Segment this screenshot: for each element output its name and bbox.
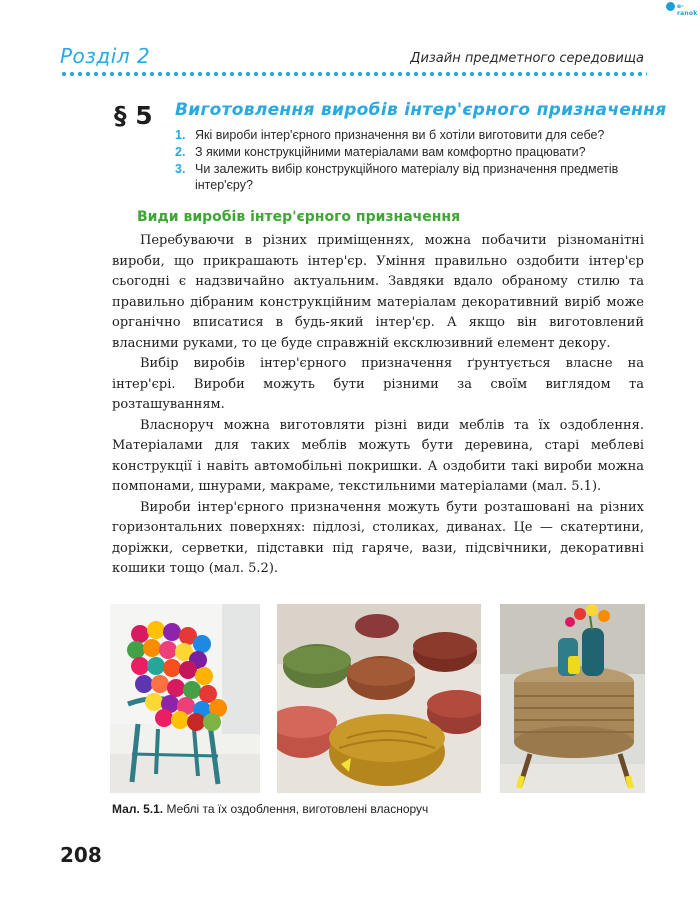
logo-text: e-ranok	[677, 3, 698, 17]
section-mark: § 5	[114, 101, 153, 130]
question-text: Які вироби інтер'єрного призначення ви б хотіли виготовити для себе?	[195, 128, 605, 142]
running-title: Дизайн предметного середовища	[410, 51, 644, 66]
figure-caption-text: Меблі та їх оздоблення, виготовлені власноруч	[166, 802, 429, 816]
section-title: Виготовлення виробів інтер'єрного призначення	[175, 100, 667, 120]
photo-pompom-chair	[110, 604, 260, 793]
paragraph: Власноруч можна виготовляти різні види меблів та їх оздоблення. Матеріалами для таких меблів можуть бути деревина, старі меблеві конструкції і навіть автомобільні покришки. А оздобити такі вироби можна помпонами, шнурами, макраме, текстильними матеріалами (мал. 5.1).	[112, 417, 644, 494]
chapter-label: Розділ 2	[60, 44, 151, 68]
question-number: 1.	[175, 128, 186, 142]
figure-label: Мал. 5.1.	[112, 802, 164, 816]
subheading: Види виробів інтер'єрного призначення	[137, 209, 461, 225]
photo-knitted-poufs	[277, 604, 481, 793]
paragraph: Вибір виробів інтер'єрного призначення ґрунтується власне на інтер'єрі. Вироби можуть бути різними за своїм виглядом та розташуванням.	[112, 356, 644, 412]
photo-tire-table	[500, 604, 645, 793]
paragraph: Перебуваючи в різних приміщеннях, можна побачити різноманітні вироби, що прикрашають інтер'єр. Уміння правильно оздобити інтер'єр сьогодні є надзвичайно актуальним. Завдяки вдало обраному стилю та правильно дібраним конструкційним матеріалам декоративний виріб може органічно вписатися в будь-який інтер'єр. А якщо він виготовлений власними руками, то це буде справжній ексклюзивний елемент декору.	[112, 233, 644, 351]
question-text: Чи залежить вибір конструкційного матеріалу від призначення предметів інтер'єру?	[195, 162, 619, 192]
review-questions	[175, 127, 655, 194]
question-item	[175, 144, 655, 160]
publisher-logo	[666, 2, 698, 17]
figure-caption	[112, 802, 428, 816]
logo-circle-icon	[666, 2, 675, 11]
question-text: З якими конструкційними матеріалами вам комфортно працювати?	[195, 145, 586, 159]
page-number: 208	[60, 843, 102, 867]
dotted-divider	[60, 71, 647, 77]
question-item	[175, 127, 655, 143]
question-number: 2.	[175, 145, 186, 159]
paragraph: Вироби інтер'єрного призначення можуть бути розташовані на різних горизонтальних поверхнях: підлозі, столиках, диванах. Це — скатертини, доріжки, серветки, підставки під гаряче, вази, підсвічники, декоративні кошики тощо (мал. 5.2).	[112, 499, 644, 576]
body-text	[112, 231, 644, 580]
question-item	[175, 161, 655, 193]
question-number: 3.	[175, 162, 186, 176]
